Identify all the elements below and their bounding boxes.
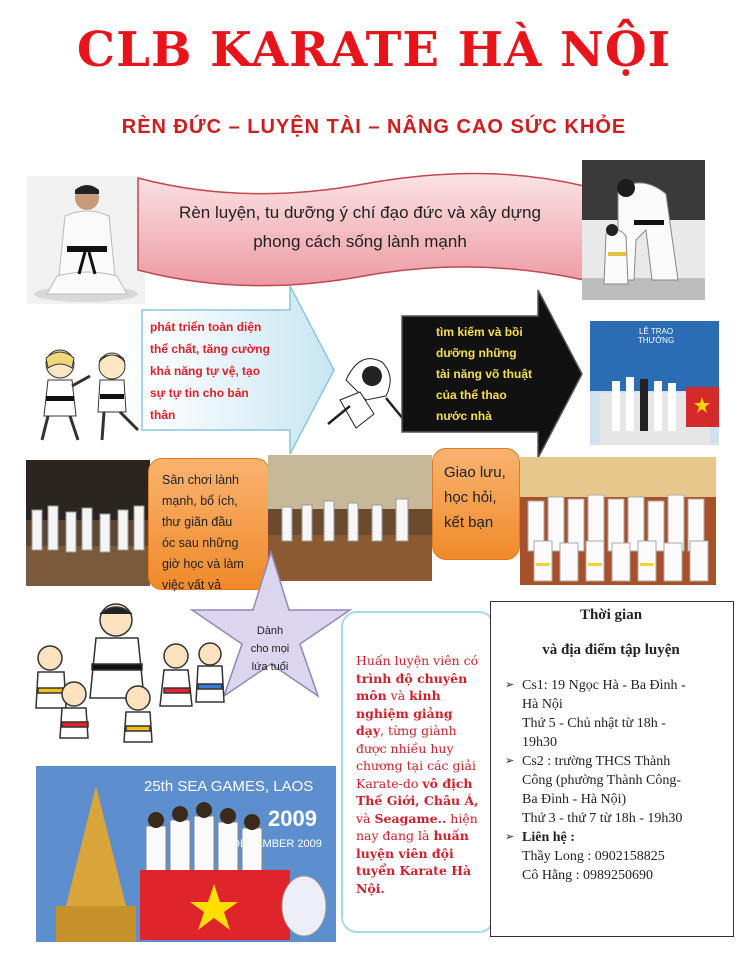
location-2-line: Cs2 : trường THCS Thành (522, 754, 671, 769)
dojo-training-photo-left (26, 460, 150, 586)
development-arrow-text (150, 316, 300, 426)
coach-text-bold: kinh nghiệm giảng dạy (356, 688, 453, 738)
arrow-left-line: thân (150, 408, 176, 422)
location-1 (505, 676, 728, 752)
star-line: Dành (256, 625, 284, 637)
schedule-list (505, 676, 728, 885)
arrow-right-line: tìm kiếm và bồi (436, 325, 523, 339)
arrow-right-line: tài năng võ thuật (436, 367, 532, 381)
award-banner-text: LỄ TRAO THƯỞNG (637, 327, 675, 345)
coach-text-part: hiện nay đang là (356, 810, 478, 843)
group-photo (520, 457, 716, 585)
schedule-heading-1: Thời gian (579, 607, 643, 623)
sea-games-photo (36, 766, 336, 942)
contact-phone: Cô Hằng : 0989250690 (522, 868, 654, 883)
location-1-time: Thứ 5 - Chủ nhật từ 18h - (522, 716, 666, 731)
banner-text (140, 198, 580, 256)
banner-line-1: Rèn luyện, tu dưỡng ý chí đạo đức và xây dựng (179, 203, 541, 222)
coach-text-part: và (386, 688, 410, 703)
star-line: cho mọi (250, 643, 290, 655)
sea-games-date: DECEMBER 2009 (232, 838, 322, 850)
exchange-box-text (444, 460, 524, 535)
contact-label: Liên hệ : (522, 830, 575, 845)
play-box-line: giờ học và làm (162, 557, 244, 571)
coach-text-part: , từng giành được nhiều huy chương tại các giải Karate-do (356, 723, 476, 791)
star-line: lứa tuổi (251, 661, 289, 673)
exchange-box-line: Giao lưu, (444, 464, 506, 481)
coach-text-bold: trình độ chuyên môn (356, 670, 468, 703)
exchange-box-line: học hỏi, (444, 489, 497, 506)
schedule-heading-2: và địa điểm tập luyện (542, 642, 680, 658)
play-box-line: thư giãn đầu (162, 515, 233, 529)
play-box-line: Sân chơi lành (162, 473, 239, 487)
coach-text-bold: Seagame.. (374, 810, 447, 826)
banner-line-2: phong cách sống lành mạnh (253, 232, 467, 251)
kneeling-karateka-photo (27, 176, 145, 304)
play-box-line: mạnh, bổ ích, (162, 494, 238, 508)
location-1-line: Hà Nội (522, 697, 563, 712)
coach-text-bold: vô địch Thế Giới, Châu Á, (356, 775, 479, 808)
cartoon-kids-image (28, 346, 146, 446)
award-ceremony-photo (590, 321, 719, 445)
contact (505, 828, 728, 885)
talent-arrow-text (436, 322, 546, 427)
coach-text (356, 652, 480, 897)
arrow-bullet-icon: ➢ (505, 755, 515, 767)
page-title: CLB KARATE HÀ NỘI (76, 22, 672, 78)
location-1-line: Cs1: 19 Ngọc Hà - Ba Đình - (522, 678, 686, 693)
coach-text-bold: huấn luyện viên đội tuyển Karate Hà Nội. (356, 828, 472, 896)
sea-games-year: 2009 (268, 806, 317, 831)
location-2 (505, 752, 728, 828)
bowing-karatekas-photo (582, 160, 705, 300)
arrow-left-line: sự tự tin cho bản (150, 386, 249, 400)
location-2-line: Công (phường Thành Công- (522, 773, 682, 788)
contact-phone: Thầy Long : 0902158825 (522, 849, 665, 864)
arrow-bullet-icon: ➢ (505, 679, 515, 691)
arrow-right-line: dưỡng những (436, 346, 517, 360)
exchange-box-line: kết bạn (444, 514, 494, 531)
cartoon-karate-group-image (26, 598, 230, 746)
arrow-left-line: thể chất, tăng cường (150, 342, 270, 356)
arrow-right-line: của thể thao (436, 388, 507, 402)
play-box-line: óc sau những (162, 536, 239, 550)
coach-text-part: và (356, 810, 375, 826)
play-box-line: việc vất vả (162, 578, 222, 592)
arrow-left-line: khả năng tự vệ, tạo (150, 364, 261, 378)
location-2-line: Ba Đình - Hà Nội) (522, 792, 627, 807)
location-1-time: 19h30 (522, 735, 557, 750)
sea-games-banner-text: 25th SEA GAMES, LAOS (144, 778, 314, 795)
location-2-time: Thứ 3 - thứ 7 từ 18h - 19h30 (522, 811, 683, 826)
cartoon-fighters-image (326, 340, 406, 430)
arrow-right-line: nước nhà (436, 409, 492, 423)
arrow-left-line: phát triển toàn diện (150, 320, 262, 334)
arrow-bullet-icon: ➢ (505, 831, 515, 843)
coach-text-part: Huấn luyện viên có (356, 653, 479, 668)
page-subtitle: RÈN ĐỨC – LUYỆN TÀI – NÂNG CAO SỨC KHỎE (121, 116, 627, 138)
star-text (240, 622, 300, 676)
